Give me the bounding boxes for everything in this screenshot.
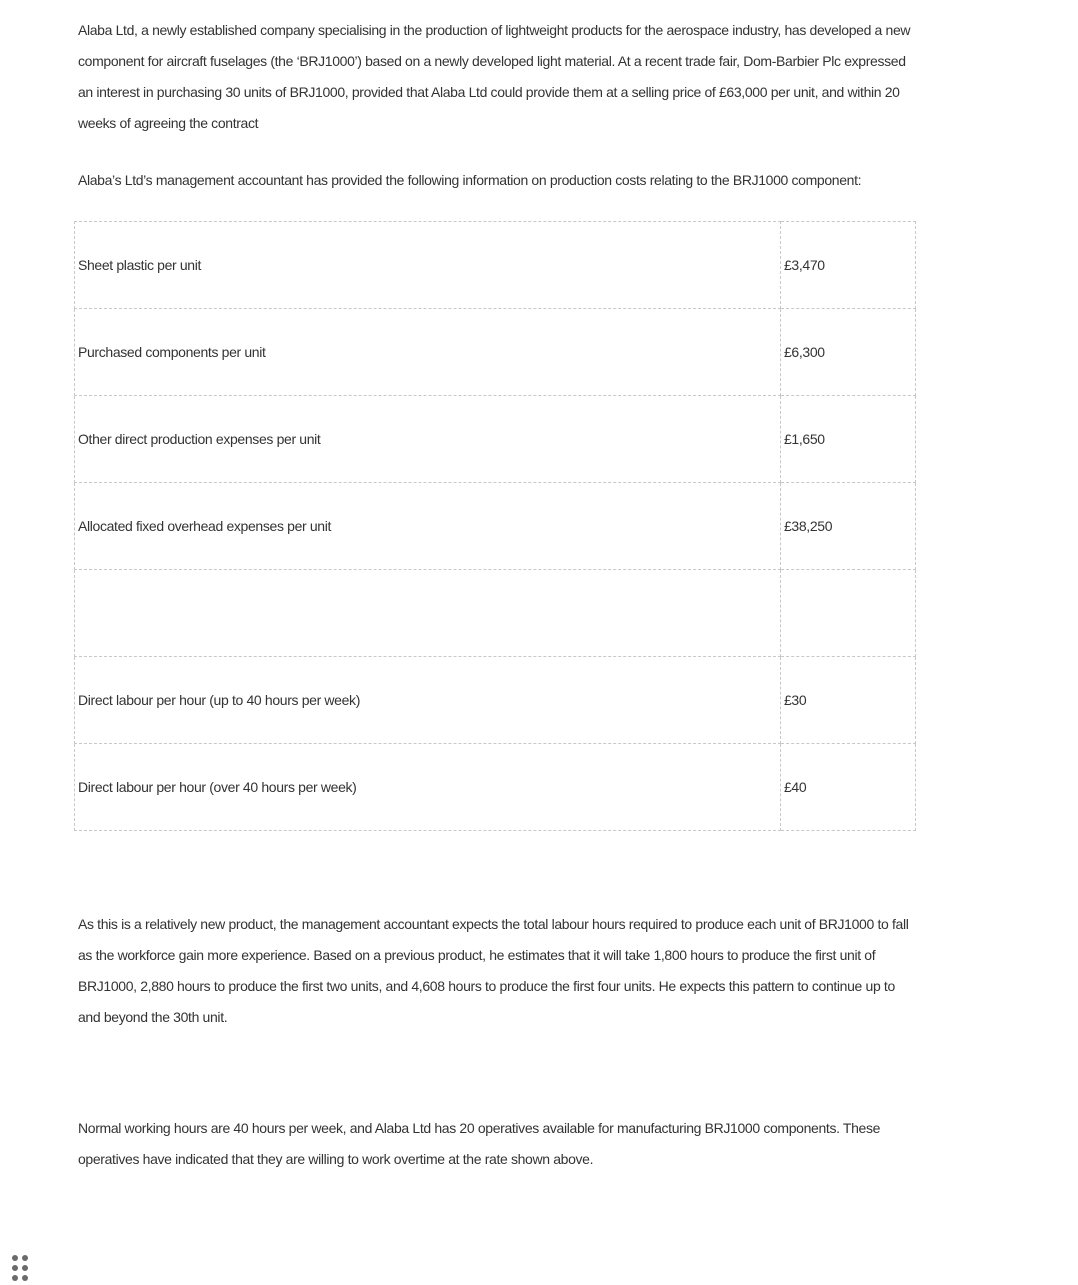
- learning-curve-paragraph: As this is a relatively new product, the management accountant expects the total labour hours required to produce each unit of BRJ1000 to fall as the workforce gain more experience. Based on a previous product, he estimates that it will take 1,800 hours to produce the first unit of BRJ1000, 2,880 hours to produce the first two units, and 4,608 hours to produce the first four units. He expects this pattern to continue up to and beyond the 30th unit.: [78, 916, 909, 1025]
- production-cost-table: [74, 221, 916, 831]
- cost-label-cell: Other direct production expenses per unit: [75, 396, 781, 483]
- cost-value-cell: £30: [781, 657, 916, 744]
- cost-value-cell: £6,300: [781, 309, 916, 396]
- table-row-empty: [75, 570, 916, 657]
- cost-value-cell: [781, 570, 916, 657]
- table-row: [75, 744, 916, 831]
- working-hours-paragraph: Normal working hours are 40 hours per week, and Alaba Ltd has 20 operatives available for manufacturing BRJ1000 components. These operatives have indicated that they are willing to work overtime at the rate shown above.: [78, 1120, 881, 1167]
- cost-value-cell: £3,470: [781, 222, 916, 309]
- cost-label-cell: Purchased components per unit: [75, 309, 781, 396]
- table-row: [75, 483, 916, 570]
- table-row: [75, 222, 916, 309]
- cost-info-paragraph: Alaba’s Ltd’s management accountant has provided the following information on production costs relating to the BRJ1000 component:: [78, 172, 862, 188]
- table-row: [75, 396, 916, 483]
- cost-label-cell: Allocated fixed overhead expenses per unit: [75, 483, 781, 570]
- cost-label-cell: Direct labour per hour (over 40 hours per week): [75, 744, 781, 831]
- intro-paragraph: Alaba Ltd, a newly established company specialising in the production of lightweight products for the aerospace industry, has developed a new component for aircraft fuselages (the ‘BRJ1000’) based on a newly developed light material. At a recent trade fair, Dom-Barbier Plc expressed an interest in purchasing 30 units of BRJ1000, provided that Alaba Ltd could provide them at a selling price of £63,000 per unit, and within 20 weeks of agreeing the contract: [78, 22, 911, 131]
- cost-value-cell: £40: [781, 744, 916, 831]
- cost-label-cell: [75, 570, 781, 657]
- cost-value-cell: £38,250: [781, 483, 916, 570]
- cost-label-cell: Direct labour per hour (up to 40 hours per week): [75, 657, 781, 744]
- cost-label-cell: Sheet plastic per unit: [75, 222, 781, 309]
- table-row: [75, 309, 916, 396]
- cost-value-cell: £1,650: [781, 396, 916, 483]
- drag-handle-icon[interactable]: [10, 1255, 30, 1285]
- table-row: [75, 657, 916, 744]
